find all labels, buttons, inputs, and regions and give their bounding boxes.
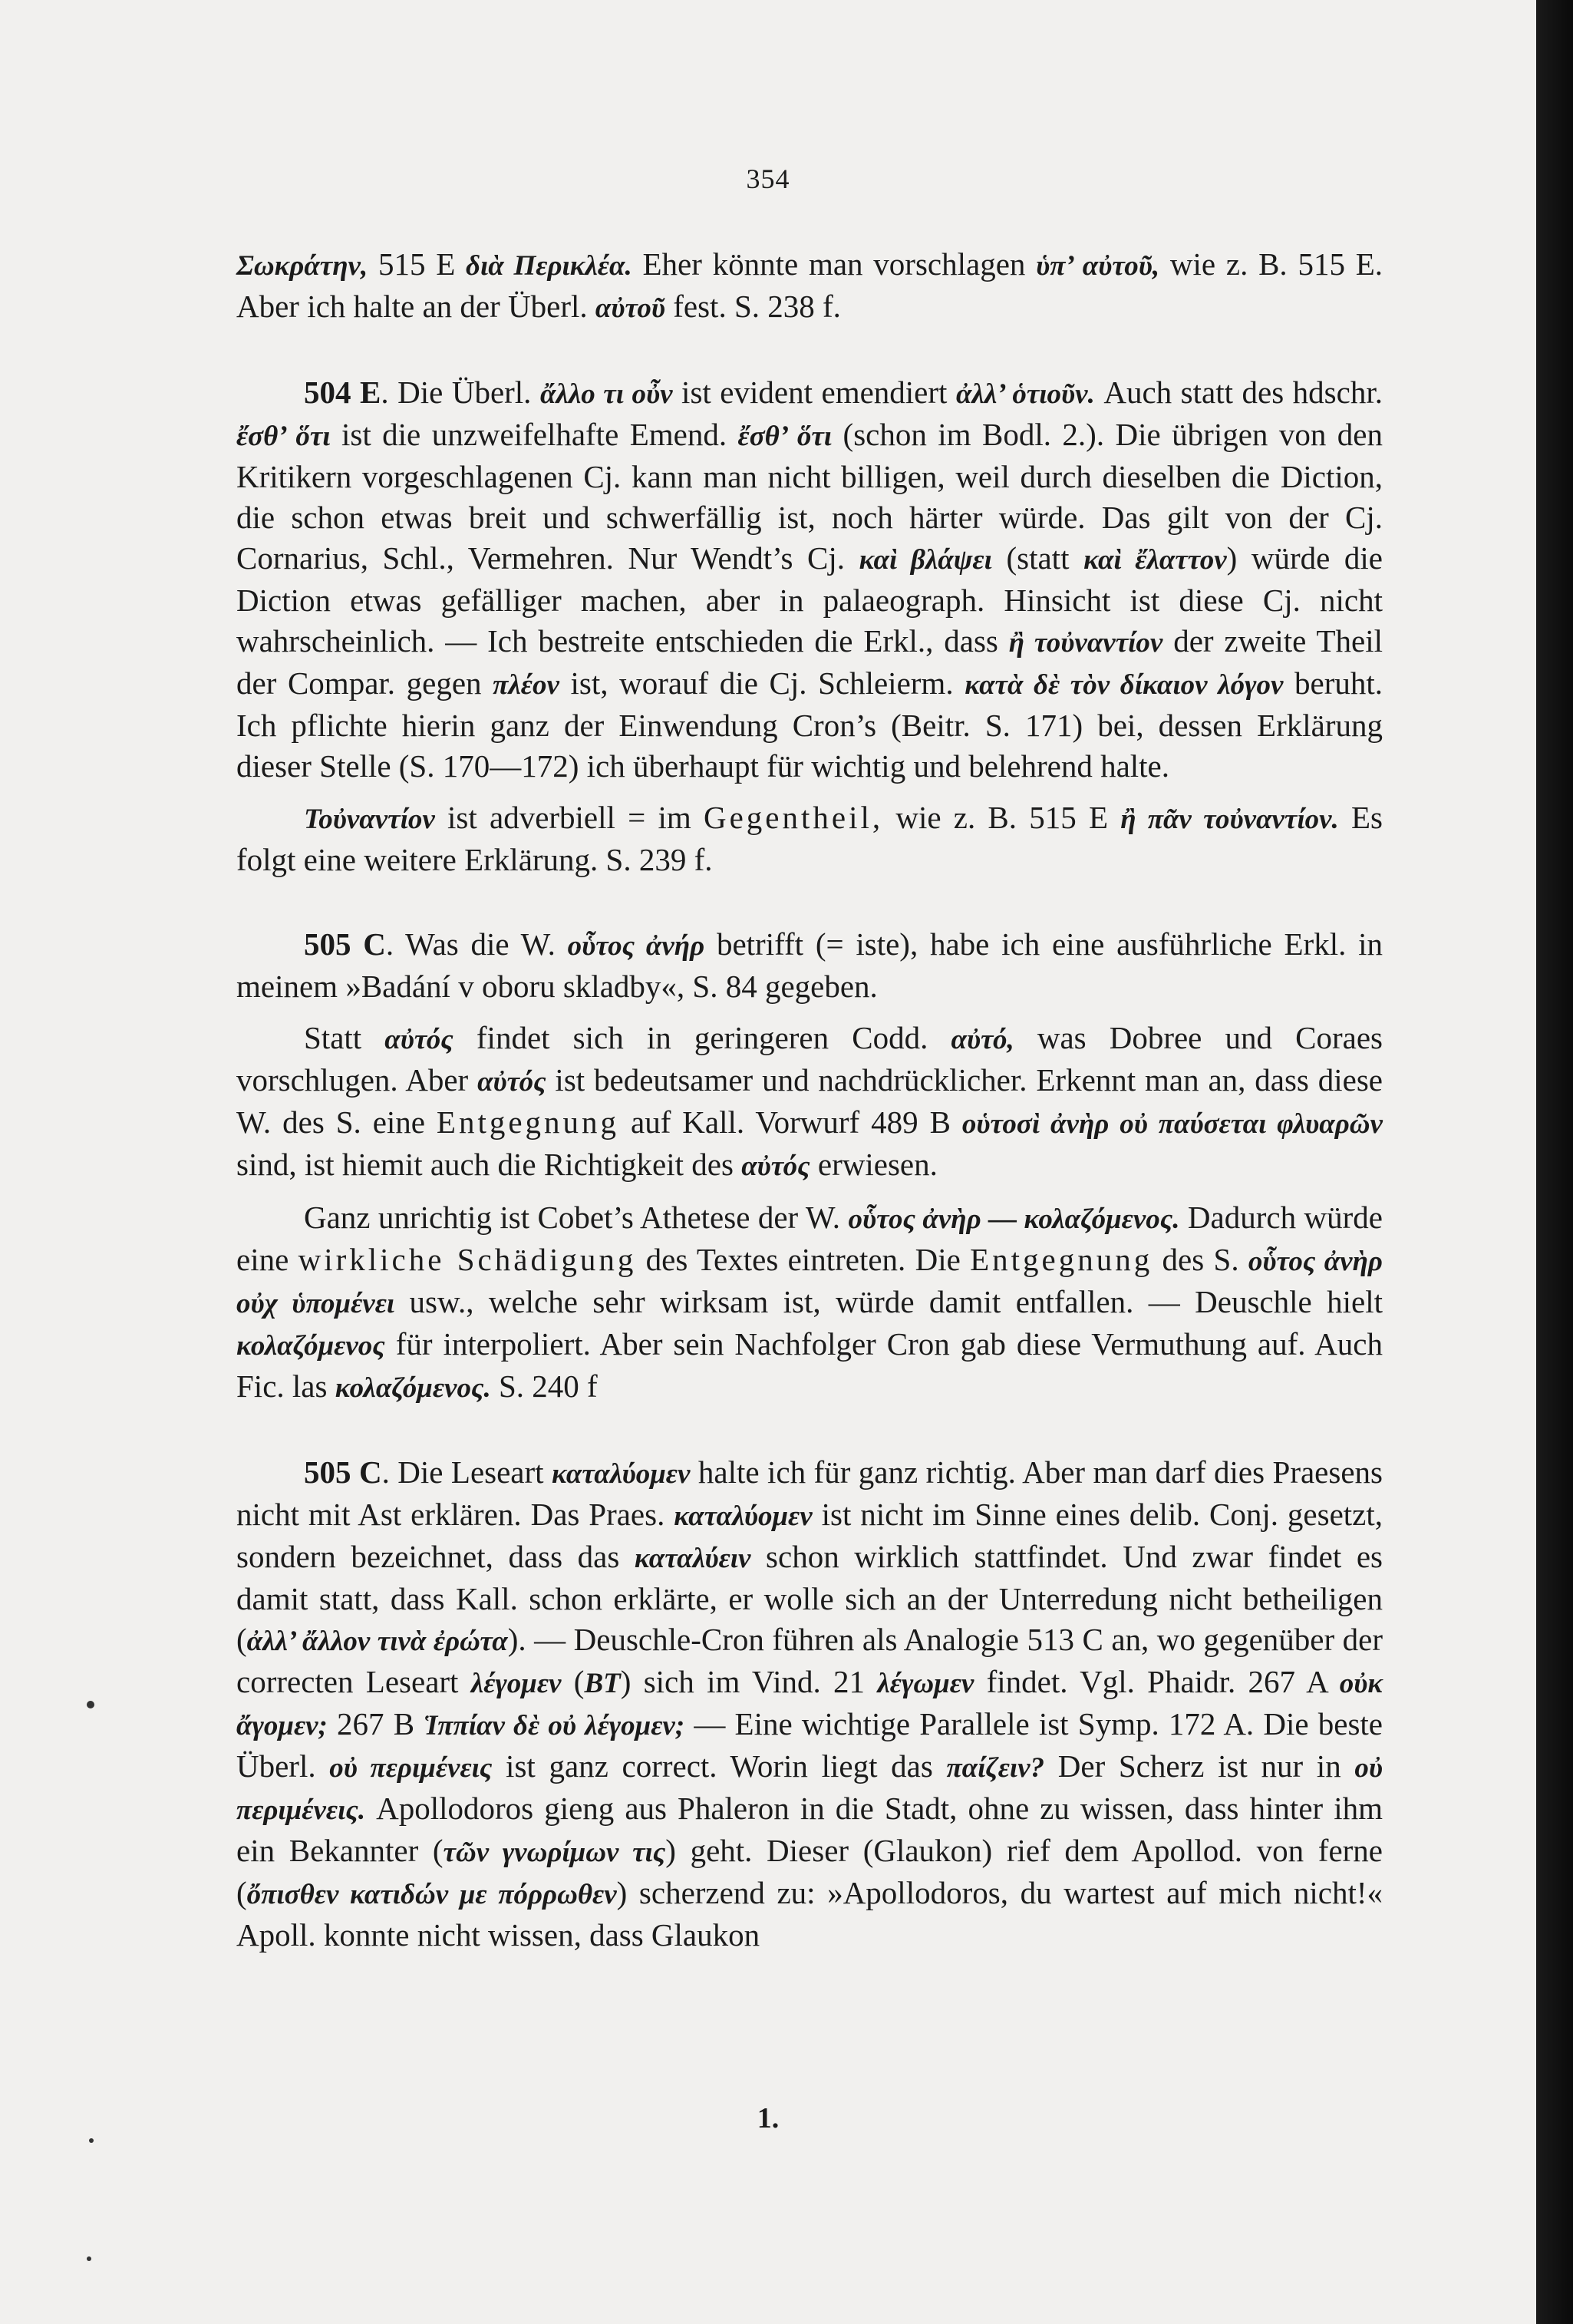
text-run: Es folgt eine weitere Erklärung. S. 239 f. [236,800,1383,877]
greek-quotation: οὐ περιμένεις [329,1752,493,1784]
spaced-emphasis: Entgegnung [436,1104,620,1140]
greek-quotation: ἀλλ’ ὁτιοῦν. [955,378,1095,410]
spaced-emphasis: Entgegnung [970,1242,1153,1277]
greek-quotation: ἀλλ’ ἄλλον τινὰ ἐρώτα [246,1626,508,1657]
greek-quotation: ὑπ’ αὐτοῦ, [1036,250,1160,282]
paragraph-continuation [236,244,1383,328]
greek-quotation: κατὰ δὲ τὸν δίκαιον λόγον [965,669,1284,701]
signature-mark: 1. [757,2102,780,2134]
greek-quotation: κολαζόμενος [236,1330,385,1362]
text-run: der zweite Theil der Compar. gegen [236,623,1383,701]
text-run: ). — Deuschle-Cron führen als Analogie 513 C an, wo gegenüber der correcten Leseart [236,1622,1383,1699]
greek-quotation: ἔσθ’ ὅτι [737,421,833,452]
greek-quotation: αὐτός [384,1024,453,1055]
text-run: des Textes eintreten. Die [636,1242,971,1277]
greek-quotation: ἢ πᾶν τοὐναντίον. [1120,804,1339,835]
greek-quotation: καὶ βλάψει [859,544,992,576]
passage-reference: 504 E [304,375,381,410]
text-run: (schon im Bodl. 2.). Die übrigen von den Kritikern vorgeschlagenen Cj. kann man nicht billigen, weil durch dieselben die Diction, die schon etwas breit und schwerfällig ist, noch härter würde. Das gilt von der Cj. Cornarius, Schl., Vermehren. Nur Wendt’s Cj. [236,417,1383,576]
greek-quotation: οὗτος ἀνὴρ οὐχ ὑπομένει [236,1246,1383,1319]
text-run: ist nicht im Sinne eines delib. Conj. gesetzt, sondern bezeichnet, dass das [236,1497,1383,1574]
greek-quotation: τῶν γνωρίμων τις [443,1837,666,1868]
greek-quotation: οὗτος ἀνήρ [567,930,705,962]
text-run: ist adverbiell = im [434,800,704,835]
text-run: (statt [991,540,1084,576]
text-run: fest. S. 238 f. [665,289,841,324]
spaced-emphasis: wirkliche Schädigung [298,1242,637,1277]
text-run: . Die Überl. [381,375,540,410]
greek-quotation: πλέον [493,669,559,701]
paragraph-tounantion [236,797,1383,880]
text-run: schon wirklich stattfindet. Und zwar findet es damit statt, dass Kall. schon erklärte, er wolle sich an der Unterredung nicht betheiligen ( [236,1539,1383,1657]
text-run: . Was die W. [385,926,568,962]
text-run: ist, worauf die Cj. Schleierm. [559,665,965,701]
text-run: ) sich im Vind. 21 [620,1664,878,1699]
text-run: des S. [1153,1242,1248,1277]
passage-reference: 505 C [304,1454,382,1490]
text-run: ) geht. Dieser (Glaukon) rief dem Apollod. von ferne ( [236,1833,1383,1910]
text-run: ist bedeutsamer und nachdrücklicher. Erkennt man an, dass diese W. des S. eine [236,1062,1383,1140]
greek-quotation: αὐτός [477,1066,546,1098]
text-run: wie z. B. 515 E [883,800,1121,835]
text-run: wie z. B. 515 E. Aber ich halte an der Überl. [236,246,1383,324]
paragraph-cobet [236,1197,1383,1408]
paragraph-autos [236,1018,1383,1187]
greek-quotation: οὑτοσὶ ἀνὴρ οὐ παύσεται φλυαρῶν [961,1108,1383,1140]
greek-quotation: οὐκ ἄγομεν; [236,1668,1383,1741]
text-run: usw., welche sehr wirksam ist, würde damit entfallen. — Deuschle hielt [394,1284,1383,1319]
body-text [236,244,1383,1956]
text-run: ist die unzweifelhafte Emend. [330,417,738,452]
greek-quotation: BT [584,1668,621,1699]
text-run: sind, ist hiemit auch die Richtigkeit des [236,1147,742,1182]
text-run: ( [561,1664,585,1699]
paragraph-note-505c-a [236,924,1383,1007]
text-run: . Die Leseart [381,1454,552,1490]
greek-quotation: καταλύομεν [552,1458,691,1490]
greek-quotation: Τοὐναντίον [304,804,435,835]
greek-quotation: λέγωμεν [877,1668,974,1699]
greek-quotation: καταλύομεν [674,1500,813,1532]
greek-quotation: κολαζόμενος. [335,1372,491,1404]
greek-quotation: οὗτος ἀνὴρ — κολαζόμενος. [848,1203,1180,1235]
text-run: Auch statt des hdschr. [1094,375,1383,410]
greek-quotation: ἄλλο τι οὖν [539,378,673,410]
text-run: 267 B [327,1706,424,1741]
page-number: 354 [746,163,790,194]
text-run: ist evident emendiert [672,375,956,410]
text-run: ) würde die Diction etwas gefälliger machen, aber in palaeograph. Hinsicht ist diese Cj. nicht wahrscheinlich. — Ich bestreite entschieden die Erkl., dass [236,540,1383,659]
text-run: S. 240 f [490,1368,598,1404]
greek-quotation: λέγομεν [470,1668,562,1699]
passage-reference: 505 C [304,926,386,962]
greek-quotation: ὄπισθεν κατιδών με πόρρωθεν [246,1879,617,1910]
margin-speck [89,2138,94,2143]
greek-quotation: Ἱππίαν δὲ οὐ λέγομεν; [424,1710,685,1741]
text-run: Der Scherz ist nur in [1044,1748,1355,1784]
greek-quotation: οὐ περιμένεις. [236,1752,1383,1826]
text-run: 515 E [368,246,467,282]
greek-quotation: αὐτός [741,1150,810,1182]
paragraph-note-505c-b [236,1452,1383,1956]
text-run: Ganz unrichtig ist Cobet’s Athetese der W. [304,1200,849,1235]
greek-quotation: παίζειν? [946,1752,1045,1784]
margin-speck [87,2256,91,2261]
spaced-emphasis: Gegentheil, [703,800,884,835]
text-run: auf Kall. Vorwurf 489 B [619,1104,962,1140]
greek-quotation: ἔσθ’ ὅτι [236,421,331,452]
text-run: ) scherzend zu: »Apollodoros, du wartest auf mich nicht!« Apoll. konnte nicht wissen, dass Glaukon [236,1875,1383,1953]
text-run: ist ganz correct. Worin liegt das [492,1748,947,1784]
margin-speck [87,1701,94,1708]
greek-quotation: διὰ Περικλέα. [466,250,632,282]
text-run: — Eine wichtige Parallele ist Symp. 172 A. Die beste Überl. [236,1706,1383,1784]
greek-quotation: αὐτοῦ [595,292,665,324]
text-run: beruht. Ich pflichte hierin ganz der Einwendung Cron’s (Beitr. S. 171) bei, dessen Erklärung dieser Stelle (S. 170—172) ich überhaupt für wichtig und belehrend halte. [236,665,1383,784]
text-run: findet sich in geringeren Codd. [453,1020,951,1055]
text-run: Apollodoros gieng aus Phaleron in die Stadt, ohne zu wissen, dass hinter ihm ein Bekannter ( [236,1791,1383,1868]
text-run: findet. Vgl. Phaidr. 267 A [974,1664,1340,1699]
text-run: Dadurch würde eine [236,1200,1383,1277]
greek-quotation: καταλύειν [634,1543,751,1574]
greek-quotation: ἢ τοὐναντίον [1008,627,1163,659]
greek-quotation: καὶ ἔλαττον [1083,544,1227,576]
text-run: erwiesen. [810,1147,938,1182]
greek-quotation: αὐτό, [951,1024,1014,1055]
text-run: Eher könnte man vorschlagen [632,246,1037,282]
text-run: halte ich für ganz richtig. Aber man darf dies Praesens nicht mit Ast erklären. Das Praes. [236,1454,1383,1532]
text-run: was Dobree und Coraes vorschlugen. Aber [236,1020,1383,1098]
scan-dark-edge [1536,0,1573,2324]
paragraph-note-504e [236,372,1383,787]
greek-quotation: Σωκράτην, [236,250,368,282]
text-run: für interpoliert. Aber sein Nachfolger Cron gab diese Vermuthung auf. Auch Fic. las [236,1326,1383,1404]
text-run: Statt [304,1020,385,1055]
text-run: betrifft (= iste), habe ich eine ausführliche Erkl. in meinem »Badání v oboru skladby«, S. 84 gegeben. [236,926,1383,1004]
